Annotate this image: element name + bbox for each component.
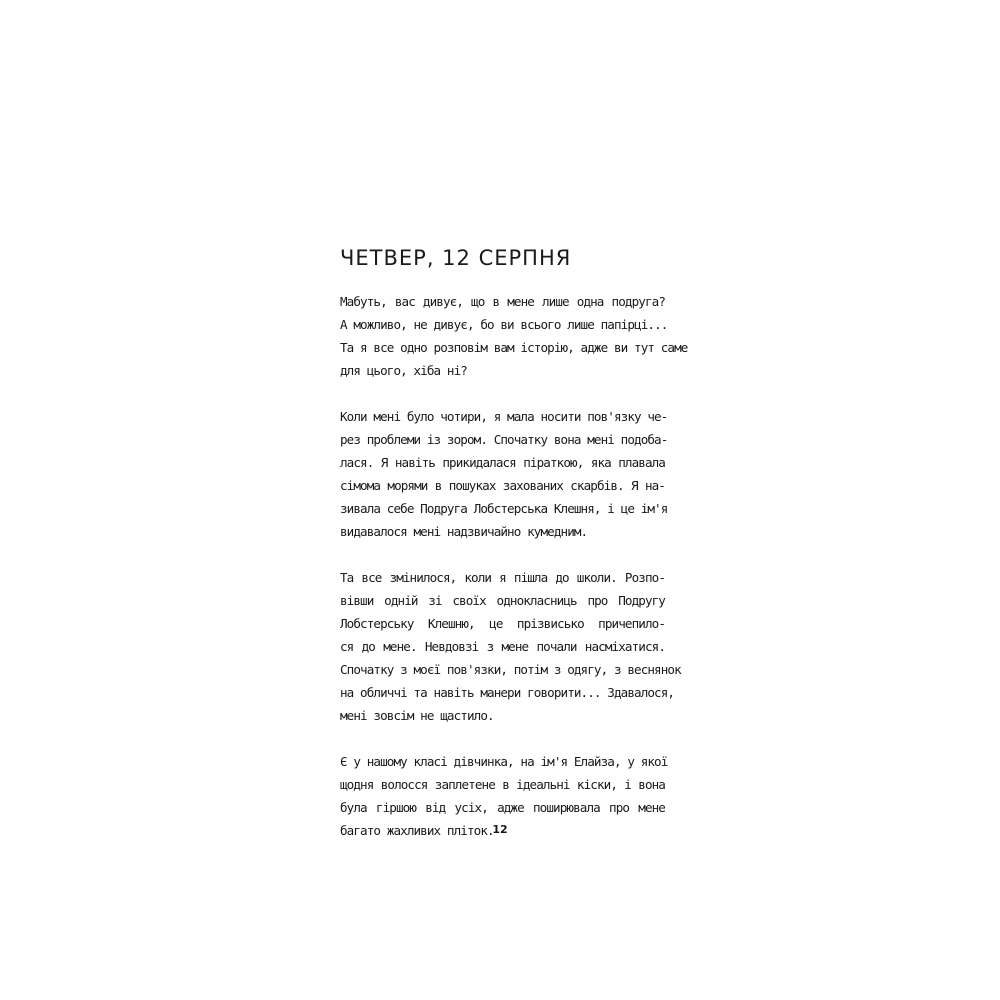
text-line: ся до мене. Невдовзі з мене почали насміхатися. <box>340 639 665 654</box>
paragraph <box>340 290 688 382</box>
text-line: Спочатку з моєї пов'язки, потім з одягу, з веснянок <box>340 662 681 677</box>
text-line: для цього, хіба ні? <box>340 363 467 378</box>
text-line: Лобстерську Клешню, це прізвисько причепило- <box>340 616 665 631</box>
text-line: Коли мені було чотири, я мала носити пов'язку че- <box>340 409 668 424</box>
paragraph <box>340 405 668 543</box>
text-line: А можливо, не дивує, бо ви всього лише папірці... <box>340 317 668 332</box>
page-number: 12 <box>492 823 508 836</box>
paragraph <box>340 566 681 727</box>
text-line: вівши одній зі своїх однокласниць про Подругу <box>340 593 665 608</box>
text-line: багато жахливих пліток. <box>340 823 494 838</box>
text-line: зивала себе Подруга Лобстерська Клешня, і це ім'я <box>340 501 668 516</box>
text-line: Є у нашому класі дівчинка, на ім'я Елайза, у якої <box>340 754 668 769</box>
text-line: щодня волосся заплетене в ідеальні кіски, і вона <box>340 777 665 792</box>
text-line: була гіршою від усіх, адже поширювала про мене <box>340 800 665 815</box>
text-line: Та я все одно розповім вам історію, адже ви тут саме <box>340 340 688 355</box>
text-line: видавалося мені надзвичайно кумедним. <box>340 524 588 539</box>
text-line: на обличчі та навіть манери говорити... Здавалося, <box>340 685 675 700</box>
text-line: лася. Я навіть прикидалася піраткою, яка плавала <box>340 455 665 470</box>
chapter-heading: ЧЕТВЕР, 12 СЕРПНЯ <box>340 246 572 270</box>
text-line: Та все змінилося, коли я пішла до школи. Розпо- <box>340 570 665 585</box>
body-text <box>340 290 688 865</box>
text-line: мені зовсім не щастило. <box>340 708 494 723</box>
text-line: Мабуть, вас дивує, що в мене лише одна подруга? <box>340 294 665 309</box>
text-line: рез проблеми із зором. Спочатку вона мені подоба- <box>340 432 668 447</box>
text-line: сімома морями в пошуках захованих скарбів. Я на- <box>340 478 665 493</box>
